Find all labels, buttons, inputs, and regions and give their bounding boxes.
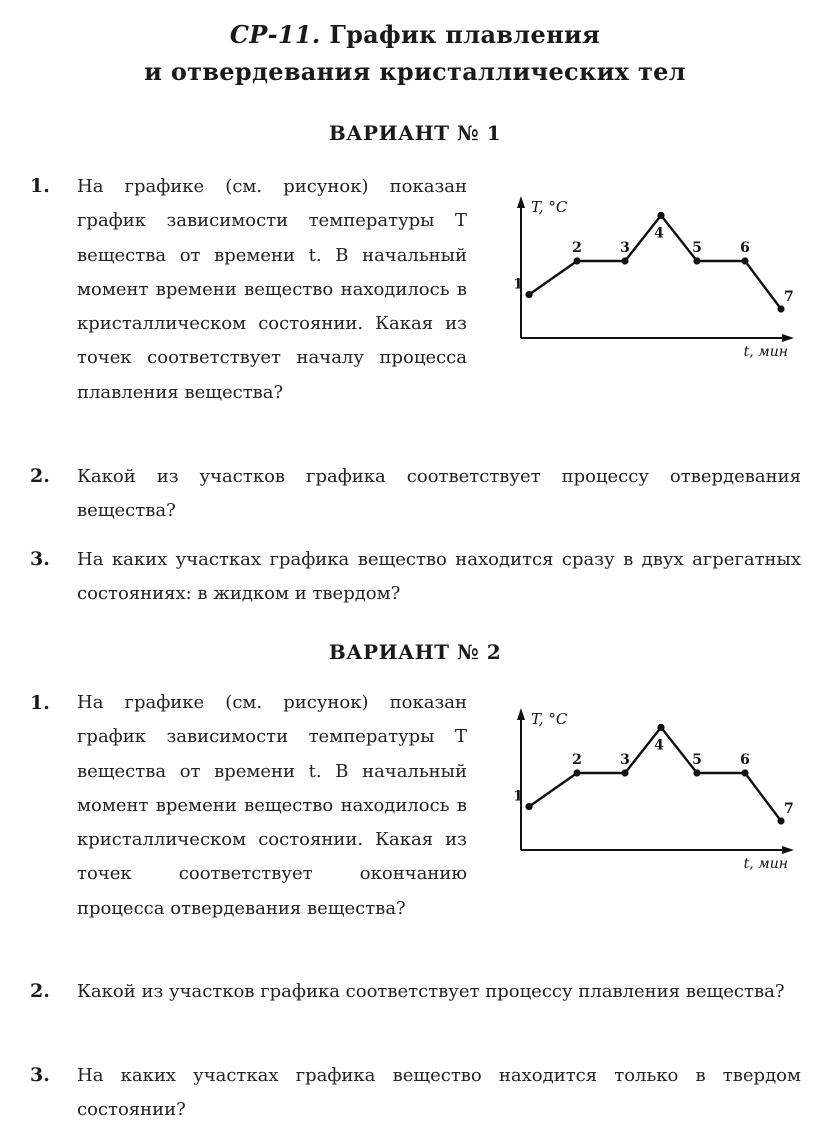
graph-point-5	[693, 257, 700, 264]
x-axis-label: t, мин	[743, 344, 788, 360]
graph-point-5	[693, 769, 700, 776]
graph-point-label: 6	[740, 240, 750, 256]
title-line-1: График плавления	[329, 20, 601, 49]
graph-point-2	[573, 257, 580, 264]
graph-point-6	[741, 769, 748, 776]
x-axis-label: t, мин	[743, 856, 788, 872]
graph-point-2	[573, 769, 580, 776]
graph-point-label: 7	[784, 289, 794, 305]
question-text: На графике (см. рисунок) показан график зависимости температуры T вещества от времени t. В начальный момент времени вещество находилось в кристаллическом состоянии. Какая из точек соответствует окончанию процесса отвердевания вещества?	[77, 692, 467, 919]
melting-graph-1	[508, 190, 798, 365]
page-subtitle: и отвердевания кристаллических тел	[144, 57, 686, 86]
y-axis-arrow	[517, 708, 525, 720]
graph-point-label: 4	[654, 225, 664, 242]
graph-point-label: 3	[620, 240, 630, 256]
title-code: СР-11.	[229, 20, 321, 49]
question-text: На каких участках графика вещество находится только в твердом состоянии?	[77, 1065, 801, 1121]
melting-graph-2	[508, 702, 798, 877]
graph-point-3	[621, 769, 628, 776]
question-text: Какой из участков графика соответствует процессу плавления вещества?	[77, 981, 785, 1002]
graph-point-7	[777, 305, 784, 312]
variant-2-heading: ВАРИАНТ № 2	[328, 640, 502, 664]
x-axis-arrow	[782, 334, 794, 342]
question-number: 3.	[30, 1064, 50, 1086]
graph-point-1	[525, 291, 532, 298]
variant-1-heading: ВАРИАНТ № 1	[328, 121, 502, 145]
question-text: На каких участках графика вещество находится сразу в двух агрегатных состояниях: в жидком и твердом?	[77, 549, 801, 605]
graph-point-label: 1	[513, 788, 523, 805]
question-text: На графике (см. рисунок) показан график зависимости температуры T вещества от времени t. В начальный момент времени вещество находилось в кристаллическом состоянии. Какая из точек соответствует началу процесса плавления вещества?	[77, 176, 467, 403]
graph-point-label: 7	[784, 801, 794, 817]
graph-point-6	[741, 257, 748, 264]
graph-point-label: 2	[572, 240, 582, 256]
graph-point-label: 6	[740, 752, 750, 768]
question-number: 1.	[30, 692, 50, 714]
graph-point-4	[657, 212, 664, 219]
y-axis-arrow	[517, 196, 525, 208]
graph-point-7	[777, 817, 784, 824]
question-number: 2.	[30, 980, 50, 1002]
graph-point-label: 3	[620, 752, 630, 768]
graph-point-3	[621, 257, 628, 264]
question-number: 2.	[30, 465, 50, 487]
graph-point-label: 5	[692, 240, 702, 256]
question-number: 3.	[30, 548, 50, 570]
graph-point-label: 1	[513, 276, 523, 293]
page-title	[0, 20, 816, 49]
graph-point-label: 5	[692, 752, 702, 768]
question-number: 1.	[30, 175, 50, 197]
graph-point-1	[525, 803, 532, 810]
y-axis-label: T, °C	[531, 198, 568, 216]
question-text: Какой из участков графика соответствует процессу отвердевания вещества?	[77, 466, 801, 522]
graph-point-label: 4	[654, 737, 664, 754]
y-axis-label: T, °C	[531, 710, 568, 728]
x-axis-arrow	[782, 846, 794, 854]
graph-point-4	[657, 724, 664, 731]
graph-point-label: 2	[572, 752, 582, 768]
